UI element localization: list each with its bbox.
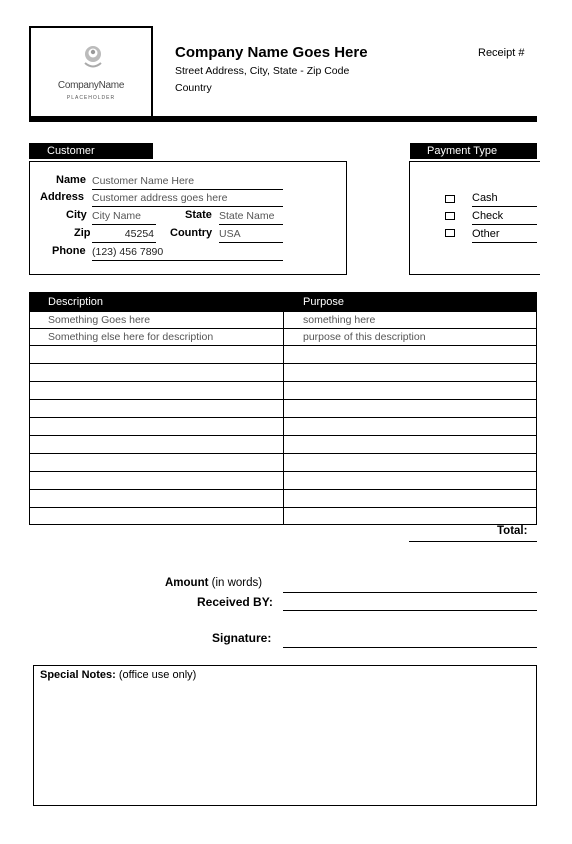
amount-label-bold: Amount xyxy=(165,577,209,589)
payment-type-header: Payment Type xyxy=(410,143,537,159)
purpose-column-header: Purpose xyxy=(303,296,344,308)
address-field[interactable]: Customer address goes here xyxy=(92,190,283,207)
company-name: Company Name Goes Here xyxy=(175,44,368,61)
description-cell: Something else here for description xyxy=(48,331,214,343)
table-row[interactable] xyxy=(30,489,536,506)
address-label: Address xyxy=(40,191,85,203)
table-row[interactable] xyxy=(30,399,536,416)
table-row[interactable] xyxy=(30,363,536,380)
state-label: State xyxy=(185,209,212,221)
table-row[interactable] xyxy=(30,417,536,434)
amount-field[interactable] xyxy=(283,592,537,593)
special-notes-label xyxy=(40,669,196,681)
header-divider xyxy=(29,116,537,122)
table-row[interactable] xyxy=(30,345,536,362)
description-column-header: Description xyxy=(48,296,104,308)
receipt-number-label: Receipt # xyxy=(478,47,525,59)
purpose-cell: purpose of this description xyxy=(303,331,426,343)
city-label: City xyxy=(66,209,87,221)
table-row[interactable] xyxy=(30,328,536,345)
table-row[interactable] xyxy=(30,435,536,452)
items-table xyxy=(29,292,537,525)
total-field[interactable] xyxy=(409,541,537,542)
cash-checkbox[interactable] xyxy=(445,195,455,203)
zip-label: Zip xyxy=(74,227,91,239)
logo-box xyxy=(29,26,153,118)
table-row[interactable] xyxy=(30,507,536,524)
logo-icon xyxy=(82,44,104,70)
amount-label xyxy=(165,577,262,589)
signature-label: Signature: xyxy=(212,631,272,645)
special-notes-box[interactable] xyxy=(33,665,537,806)
check-checkbox[interactable] xyxy=(445,212,455,220)
amount-label-suffix: (in words) xyxy=(208,577,263,589)
other-checkbox[interactable] xyxy=(445,229,455,237)
special-notes-label-suffix: (office use only) xyxy=(115,669,197,681)
purpose-cell: something here xyxy=(303,314,376,326)
table-row[interactable] xyxy=(30,453,536,470)
special-notes-label-bold: Special Notes: xyxy=(40,669,116,681)
total-label: Total: xyxy=(497,525,528,537)
received-by-field[interactable] xyxy=(283,610,537,611)
company-address: Street Address, City, State - Zip Code xyxy=(175,65,350,77)
country-label: Country xyxy=(170,227,213,239)
logo-company-text: CompanyName xyxy=(57,80,125,91)
description-cell: Something Goes here xyxy=(48,314,151,326)
check-option-label: Check xyxy=(472,208,537,225)
phone-field[interactable]: (123) 456 7890 xyxy=(92,244,283,261)
logo-subtext: PLACEHOLDER xyxy=(66,95,116,101)
name-label: Name xyxy=(56,174,86,186)
table-row[interactable] xyxy=(30,381,536,398)
state-field[interactable]: State Name xyxy=(219,208,283,225)
customer-header: Customer xyxy=(29,143,153,159)
cash-option-label: Cash xyxy=(472,190,537,207)
table-header xyxy=(30,293,536,311)
phone-label: Phone xyxy=(52,245,86,257)
other-option-label: Other xyxy=(472,226,537,243)
zip-field[interactable]: 45254 xyxy=(92,226,156,243)
company-country: Country xyxy=(175,82,212,94)
signature-field[interactable] xyxy=(283,647,537,648)
table-row[interactable] xyxy=(30,471,536,488)
country-field[interactable]: USA xyxy=(219,226,283,243)
table-row[interactable] xyxy=(30,311,536,328)
name-field[interactable]: Customer Name Here xyxy=(92,173,283,190)
received-by-label: Received BY: xyxy=(197,595,273,609)
city-field[interactable]: City Name xyxy=(92,208,156,225)
